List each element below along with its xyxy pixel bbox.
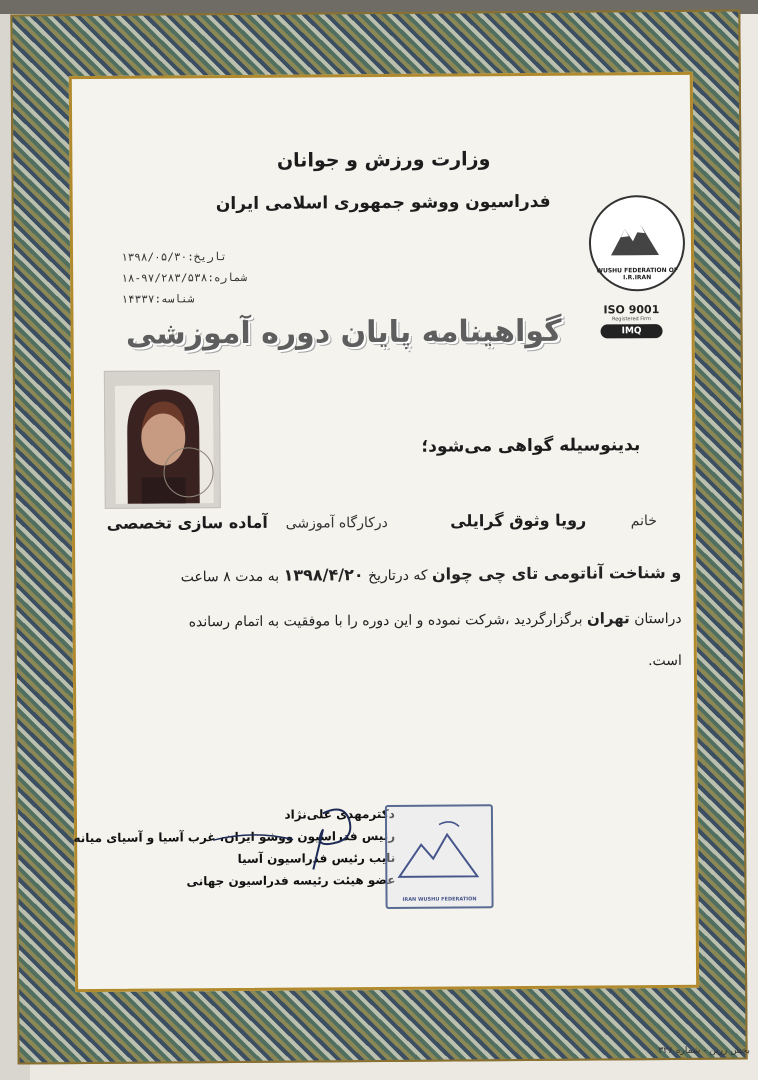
ministry-title: وزارت ورزش و جوانان: [276, 148, 491, 172]
recipient-line: [107, 510, 657, 533]
stamp-mountain-icon: [387, 806, 492, 907]
honorific: خانم: [630, 513, 657, 530]
certificate-body: [69, 72, 699, 992]
signatory-name: دکترمهدی علی‌نژاد: [284, 806, 395, 822]
completion-text: برگزارگردید ،شرکت نموده و این دوره را با موفقیت به اتمام رسانده: [188, 611, 583, 631]
duration-hours: ۸: [223, 569, 231, 586]
footer-note: بخش زرین - شماره ۳۲۶: [658, 1046, 750, 1056]
issue-date-value: ۱۳۹۸/۰۵/۳۰: [120, 250, 188, 264]
stamp-caption: IRAN WUSHU FEDERATION: [402, 896, 477, 903]
iso-title: ISO 9001: [603, 303, 660, 317]
recipient-name: رویا وثوق گرایلی: [450, 510, 587, 531]
certificate-id-label: شناسه:: [154, 292, 195, 306]
workshop-label: درکارگاه آموزشی: [285, 514, 388, 532]
iso-mark: [591, 303, 671, 339]
province-line: [189, 609, 682, 630]
reference-number-label: شماره:: [207, 270, 248, 285]
issue-date-label: تاریخ:: [187, 250, 228, 264]
reference-number: [121, 271, 247, 285]
certificate-frame: [10, 9, 747, 1064]
federation-logo: [589, 195, 686, 292]
course-date: ۱۳۹۸/۴/۲۰: [283, 565, 364, 585]
iso-badge: IMQ: [601, 324, 663, 338]
duration-prefix: به مدت: [235, 568, 280, 586]
mountain-emblem-icon: [609, 219, 661, 259]
workshop-name-part1: آماده سازی تخصصی: [106, 512, 268, 533]
iso-subtitle: Registered Firm: [611, 316, 652, 323]
certify-line: بدینوسیله گواهی می‌شود؛: [421, 435, 641, 457]
date-prefix: که درتاریخ: [367, 567, 428, 585]
logo-caption: WUSHU FEDERATION OF I.R.IRAN: [596, 266, 678, 282]
province-prefix: دراستان: [634, 610, 682, 628]
certificate-title: گواهینامه پایان دوره آموزشی: [125, 313, 562, 352]
official-stamp: [385, 804, 494, 909]
province-name: تهران: [586, 609, 630, 628]
photo-seal: [163, 447, 213, 497]
duration-unit: ساعت: [180, 569, 219, 586]
certificate-id-value: ۱۴۳۳۷: [121, 292, 155, 306]
issue-date: [121, 250, 227, 264]
signatory-role-2: نایب رئیس فدراسیون آسیا: [237, 850, 396, 866]
ending-line: است.: [647, 652, 682, 670]
portrait-photo: [104, 370, 221, 509]
certificate-id: [121, 292, 194, 306]
federation-title: فدراسیون ووشو جمهوری اسلامی ایران: [215, 191, 551, 215]
course-topic: و شناخت آناتومی تای چی چوان: [431, 562, 682, 584]
course-topic-line: [181, 563, 682, 585]
signatory-role-3: عضو هیئت رئیسه فدراسیون جهانی: [186, 872, 396, 889]
signatory-role-1: رئیس فدراسیون ووشو ایران، غرب آسیا و آسیای میانه: [73, 828, 396, 846]
reference-number-value: ۹۷/۲۸۳/۵۳۸-۱۸: [121, 271, 208, 285]
